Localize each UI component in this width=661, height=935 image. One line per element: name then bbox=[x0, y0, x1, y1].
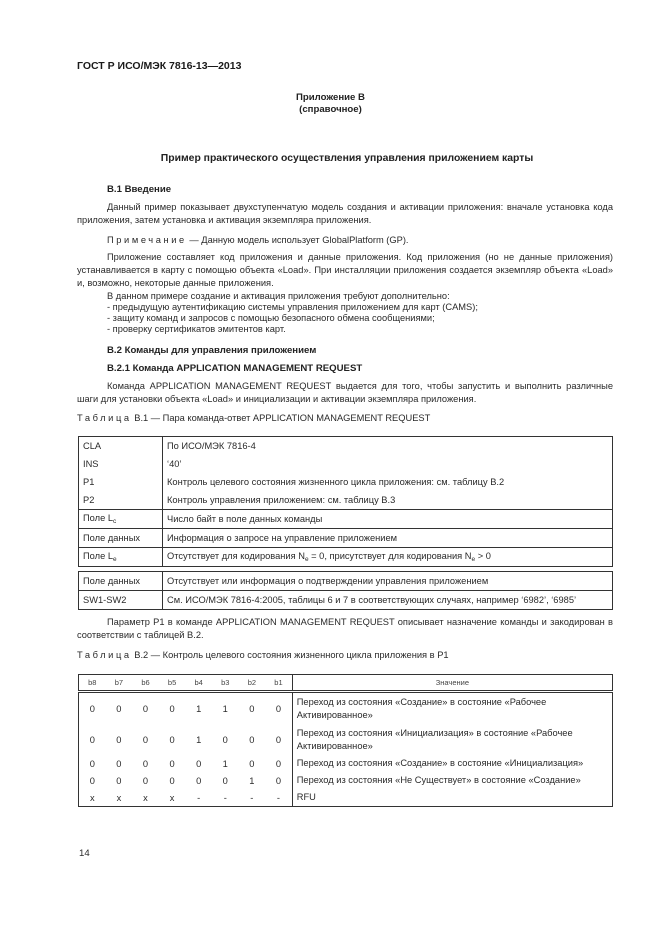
bit-cell: x bbox=[169, 792, 175, 803]
value-subscript: e bbox=[471, 556, 476, 563]
column-header: b3 bbox=[212, 675, 239, 692]
list-item: - проверку сертификатов эмитентов карт. bbox=[107, 324, 286, 334]
bit-cell: 0 bbox=[275, 758, 282, 769]
note-text: — Данную модель использует GlobalPlatform (GP). bbox=[186, 235, 409, 245]
field-cell: P2 bbox=[79, 491, 163, 510]
table-row bbox=[79, 548, 613, 567]
paragraph-intro bbox=[77, 201, 613, 227]
value-cell: Число байт в поле данных команды bbox=[163, 510, 613, 529]
paragraph-text: Приложение составляет код приложения и данные приложения. Код приложения (но не данные приложения) устанавливается в карту с помощью объекта «Load». При инсталляции приложения создается экземпляр объекта «Load» и, возможно, некоторые данные приложения. bbox=[77, 252, 613, 288]
list-item: - защиту команд и запросов с помощью безопасного обмена сообщениями; bbox=[107, 313, 435, 323]
meaning-cell: Переход из состояния «Не Существует» в состояние «Создание» bbox=[292, 772, 612, 789]
value-text: Отсутствует для кодирования N bbox=[167, 551, 305, 561]
value-cell: По ИСО/МЭК 7816-4 bbox=[167, 441, 256, 451]
table-row bbox=[79, 772, 613, 789]
table-header-row bbox=[79, 675, 613, 692]
command-table bbox=[78, 436, 613, 567]
bit-cell: 1 bbox=[196, 703, 202, 714]
subsection-heading-b21: В.2.1 Команда APPLICATION MANAGEMENT REQUEST bbox=[107, 363, 363, 374]
paragraph-text: Команда APPLICATION MANAGEMENT REQUEST выдается для того, чтобы запустить и выполнить различные шаги для установки объекта «Load» и инициализации и активации экземпляра приложения. bbox=[77, 381, 613, 404]
bit-cell: 0 bbox=[89, 703, 95, 714]
bit-cell: 0 bbox=[169, 775, 175, 786]
table-row bbox=[79, 529, 613, 548]
caption-text: В.2 — Контроль целевого состояния жизненного цикла приложения в Р1 bbox=[131, 650, 449, 660]
meaning-cell: Переход из состояния «Инициализация» в состояние «Рабочее Активированное» bbox=[292, 724, 612, 755]
field-subscript: c bbox=[113, 518, 117, 525]
field-cell: SW1-SW2 bbox=[79, 591, 163, 610]
annex-subtitle: (справочное) bbox=[299, 104, 362, 115]
field-text: Поле L bbox=[83, 513, 113, 523]
bit-cell: 0 bbox=[142, 703, 149, 714]
note-label: Примечание bbox=[107, 235, 187, 245]
bit-cell: 0 bbox=[116, 734, 122, 745]
table2-caption bbox=[77, 650, 449, 660]
field-cell: CLA bbox=[79, 437, 163, 456]
bit-cell: - bbox=[197, 792, 201, 803]
bit-cell: 0 bbox=[89, 734, 95, 745]
annex-title: Приложение В bbox=[296, 92, 365, 103]
value-cell bbox=[163, 548, 613, 567]
bit-cell: x bbox=[143, 792, 148, 803]
section-heading-b2: В.2 Команды для управления приложением bbox=[107, 345, 317, 356]
field-text: Поле L bbox=[83, 551, 113, 561]
table-row bbox=[79, 591, 613, 610]
table-row bbox=[79, 724, 613, 755]
bit-cell: 0 bbox=[116, 703, 122, 714]
caption-label: Таблица bbox=[77, 650, 132, 660]
column-header: b5 bbox=[159, 675, 186, 692]
bit-cell: 0 bbox=[169, 758, 175, 769]
caption-label: Таблица bbox=[77, 413, 132, 423]
bit-cell: 0 bbox=[89, 775, 95, 786]
main-title: Пример практического осуществления управления приложением карты bbox=[160, 153, 534, 164]
bit-cell: 0 bbox=[249, 703, 255, 714]
table-row bbox=[79, 789, 613, 807]
value-cell: Информация о запросе на управление приложением bbox=[163, 529, 613, 548]
bit-cell: 0 bbox=[89, 758, 95, 769]
field-cell: INS bbox=[79, 455, 163, 473]
column-header: Значение bbox=[292, 675, 612, 692]
column-header: b7 bbox=[106, 675, 133, 692]
meaning-cell: Переход из состояния «Создание» в состояние «Инициализация» bbox=[292, 755, 612, 772]
column-header: b1 bbox=[265, 675, 292, 692]
value-cell: Контроль целевого состояния жизненного цикла приложения: см. таблицу В.2 bbox=[167, 477, 505, 487]
page-number: 14 bbox=[79, 848, 90, 859]
bit-cell: 0 bbox=[142, 758, 149, 769]
paragraph-text: Параметр Р1 в команде APPLICATION MANAGEMENT REQUEST описывает назначение команды и закодирован в соответствии с таблицей В.2. bbox=[77, 617, 613, 640]
bit-cell: 0 bbox=[169, 703, 175, 714]
bit-cell: x bbox=[116, 792, 122, 803]
column-header: b8 bbox=[79, 675, 106, 692]
paragraph-p1 bbox=[77, 616, 613, 642]
list-item: - предыдущую аутентификацию системы управления приложением для карт (CAMS); bbox=[107, 302, 478, 312]
table-row bbox=[79, 755, 613, 772]
bit-cell: 1 bbox=[222, 703, 228, 714]
paragraph-command bbox=[77, 380, 613, 406]
field-cell: Поле данных bbox=[79, 572, 163, 591]
bit-cell: - bbox=[223, 792, 227, 803]
section-heading-b1: В.1 Введение bbox=[107, 184, 172, 195]
bit-cell: 0 bbox=[142, 734, 149, 745]
note bbox=[107, 234, 409, 247]
bit-cell: 0 bbox=[222, 734, 228, 745]
bit-cell: 0 bbox=[275, 734, 282, 745]
bit-cell: 0 bbox=[196, 775, 202, 786]
bit-cell: 0 bbox=[222, 775, 228, 786]
table-row bbox=[79, 473, 613, 491]
table-row bbox=[79, 510, 613, 529]
value-cell: ‘40’ bbox=[167, 459, 182, 469]
column-header: b4 bbox=[185, 675, 212, 692]
response-table bbox=[78, 571, 613, 610]
column-header: b6 bbox=[132, 675, 159, 692]
bit-cell: 0 bbox=[275, 775, 282, 786]
value-cell: Контроль управления приложением: см. таблицу В.3 bbox=[167, 495, 396, 505]
bit-cell: 1 bbox=[249, 775, 255, 786]
paragraph-app-code bbox=[77, 251, 613, 290]
value-text: > 0 bbox=[475, 551, 491, 561]
paragraph-text: Данный пример показывает двухступенчатую модель создания и активации приложения: вначале установка кода приложения, затем установка и активация экземпляра приложения. bbox=[77, 202, 613, 225]
bit-cell: 0 bbox=[169, 734, 175, 745]
bit-cell: 1 bbox=[196, 734, 202, 745]
table-row bbox=[79, 455, 613, 473]
field-cell bbox=[79, 510, 163, 529]
bit-cell: 0 bbox=[116, 775, 122, 786]
value-subscript: e bbox=[304, 556, 309, 563]
field-subscript: e bbox=[113, 556, 117, 563]
meaning-cell: RFU bbox=[292, 789, 612, 807]
field-cell: P1 bbox=[79, 473, 163, 491]
field-cell bbox=[79, 548, 163, 567]
bit-cell: 0 bbox=[196, 758, 202, 769]
table-row bbox=[79, 692, 613, 725]
value-text: = 0, присутствует для кодирования N bbox=[308, 551, 472, 561]
meaning-cell: Переход из состояния «Создание» в состояние «Рабочее Активированное» bbox=[292, 692, 612, 725]
bit-cell: 0 bbox=[275, 703, 282, 714]
bit-cell: 0 bbox=[142, 775, 149, 786]
value-cell: Отсутствует или информация о подтверждении управления приложением bbox=[167, 576, 489, 586]
bit-cell: 0 bbox=[249, 734, 255, 745]
bit-cell: - bbox=[276, 792, 280, 803]
document-code: ГОСТ Р ИСО/МЭК 7816-13—2013 bbox=[77, 60, 242, 72]
bit-cell: 0 bbox=[249, 758, 255, 769]
bit-cell: 0 bbox=[116, 758, 122, 769]
table-row bbox=[79, 437, 613, 456]
bit-cell: x bbox=[89, 792, 95, 803]
value-cell: См. ИСО/МЭК 7816-4:2005, таблицы 6 и 7 в соответствующих случаях, например ‘6982’, ‘6985’ bbox=[163, 591, 613, 610]
paragraph-requirements: В данном примере создание и активация приложения требуют дополнительно: bbox=[107, 291, 450, 301]
table1-caption bbox=[77, 413, 430, 423]
table-row bbox=[79, 572, 613, 591]
field-cell: Поле данных bbox=[79, 529, 163, 548]
caption-text: В.1 — Пара команда-ответ APPLICATION MANAGEMENT REQUEST bbox=[131, 413, 431, 423]
table-row bbox=[79, 491, 613, 510]
p1-coding-table bbox=[78, 674, 613, 807]
bit-cell: - bbox=[250, 792, 254, 803]
column-header: b2 bbox=[239, 675, 266, 692]
bit-cell: 1 bbox=[222, 758, 228, 769]
